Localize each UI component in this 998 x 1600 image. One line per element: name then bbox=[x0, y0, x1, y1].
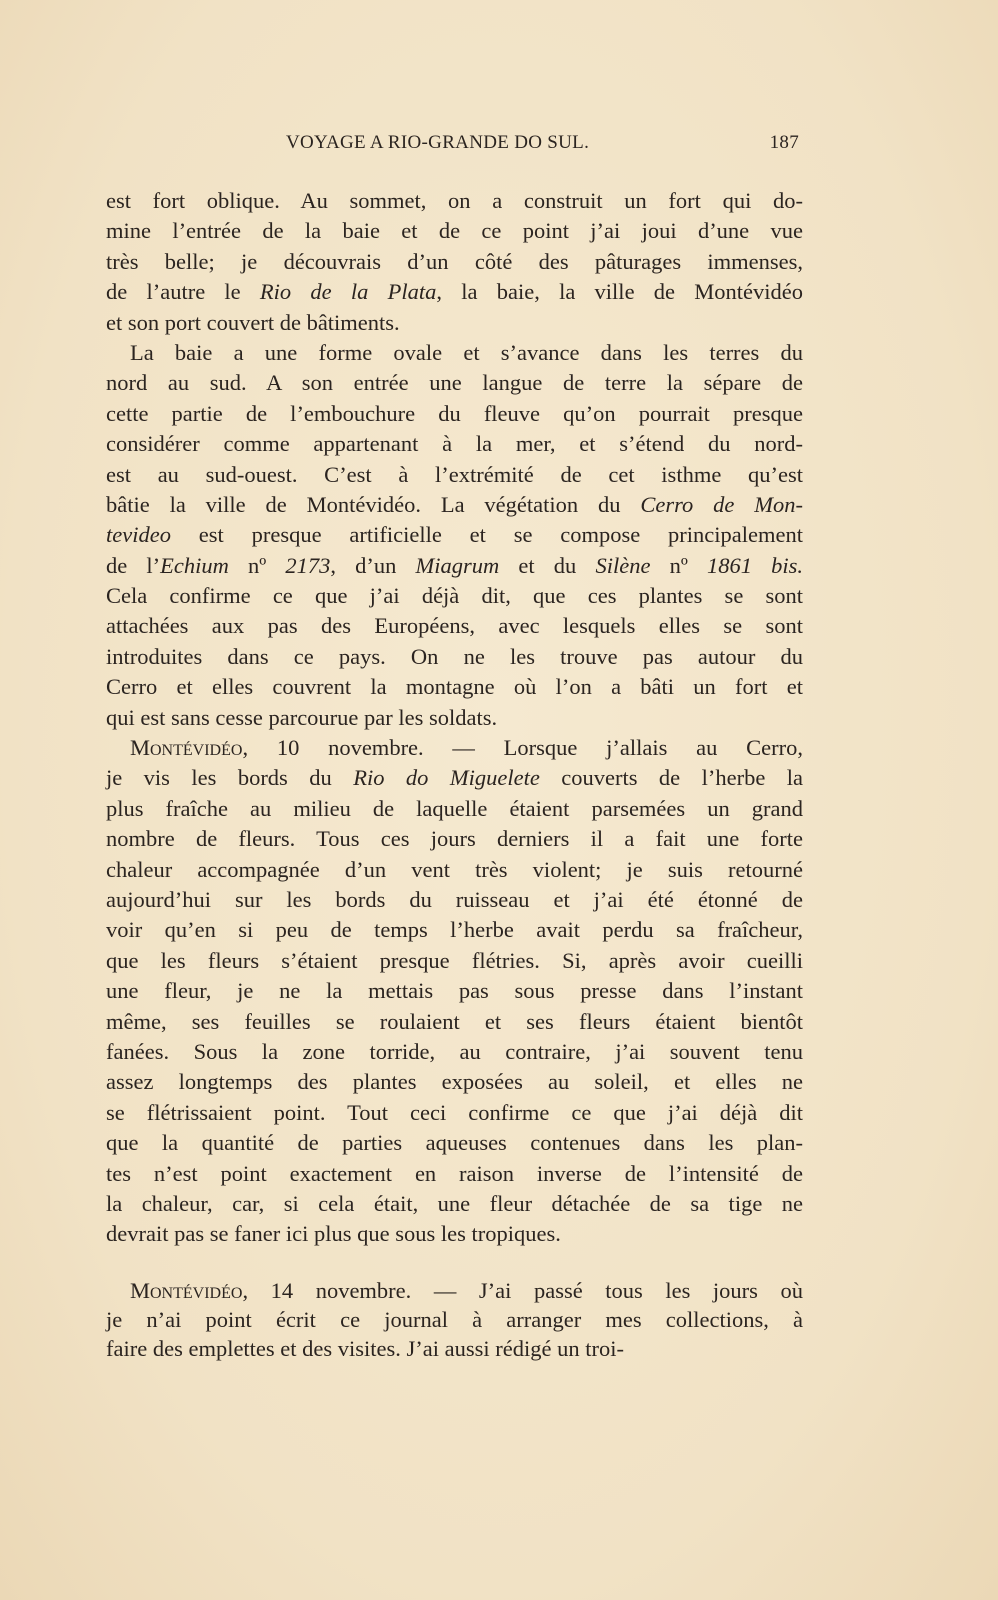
text-segment: attachées aux pas des Européens, avec lesquels elles se sont bbox=[106, 613, 803, 639]
text-line bbox=[106, 1037, 803, 1067]
text-segment: que les fleurs s’étaient presque flétries. Si, après avoir cueilli bbox=[106, 947, 803, 973]
text-segment: que la quantité de parties aqueuses contenues dans les plan- bbox=[106, 1130, 803, 1156]
text-segment: introduites dans ce pays. On ne les trouve pas autour du bbox=[106, 643, 803, 669]
text-segment: considérer comme appartenant à la mer, et s’étend du nord- bbox=[106, 431, 803, 457]
text-line bbox=[106, 551, 803, 581]
text-line bbox=[106, 915, 803, 945]
text-line bbox=[106, 1007, 803, 1037]
text-segment: nombre de fleurs. Tous ces jours derniers il a fait une forte bbox=[106, 826, 803, 852]
text-segment: cette partie de l’embouchure du fleuve qu’on pourrait presque bbox=[106, 400, 803, 426]
text-segment: de l’ bbox=[106, 552, 161, 578]
text-segment: qui est sans cesse parcourue par les soldats. bbox=[106, 704, 498, 730]
text-segment: est presque artificielle et se compose principalement bbox=[170, 522, 803, 548]
text-line bbox=[106, 794, 803, 824]
text-line bbox=[106, 1159, 803, 1189]
text-line bbox=[106, 763, 803, 793]
text-segment: même, ses feuilles se roulaient et ses fleurs étaient bientôt bbox=[106, 1008, 803, 1034]
italic-text: 1861 bis. bbox=[706, 552, 803, 578]
text-line bbox=[106, 399, 803, 429]
text-segment: Cela confirme ce que j’ai déjà dit, que ces plantes se sont bbox=[106, 583, 803, 609]
text-segment: très belle; je découvrais d’un côté des pâturages immenses, bbox=[106, 248, 803, 274]
text-segment: et son port couvert de bâtiments. bbox=[106, 309, 400, 335]
text-segment: mine l’entrée de la baie et de ce point j’ai joui d’une vue bbox=[106, 218, 803, 244]
italic-text: Rio do Miguelete bbox=[353, 765, 540, 791]
italic-text: Miagrum bbox=[415, 552, 500, 578]
body-text bbox=[106, 186, 803, 1363]
page-number: 187 bbox=[769, 132, 799, 153]
text-segment: nº bbox=[228, 552, 286, 578]
text-line bbox=[106, 703, 803, 733]
paragraph bbox=[106, 338, 803, 733]
text-segment: faire des emplettes et des visites. J’ai aussi rédigé un troi- bbox=[106, 1335, 624, 1361]
text-line bbox=[106, 460, 803, 490]
text-line bbox=[106, 308, 803, 338]
text-segment: est fort oblique. Au sommet, on a construit un fort qui do- bbox=[106, 188, 803, 213]
text-segment: fanées. Sous la zone torride, au contraire, j’ai souvent tenu bbox=[106, 1038, 803, 1064]
text-segment: voir qu’en si peu de temps l’herbe avait perdu sa fraîcheur, bbox=[106, 917, 803, 943]
italic-text: Cerro de Mon- bbox=[640, 491, 803, 517]
text-line bbox=[106, 824, 803, 854]
text-line bbox=[106, 1276, 803, 1305]
text-segment: tes n’est point exactement en raison inverse de l’intensité de bbox=[106, 1160, 803, 1186]
text-segment: bâtie la ville de Montévidéo. La végétation du bbox=[106, 491, 641, 517]
text-segment: chaleur accompagnée d’un vent très violent; je suis retourné bbox=[106, 856, 803, 882]
italic-text: Silène bbox=[595, 552, 651, 578]
text-segment: , la baie, la ville de Montévidéo bbox=[436, 279, 804, 305]
text-line bbox=[106, 1334, 803, 1363]
text-line bbox=[106, 1128, 803, 1158]
text-segment: assez longtemps des plantes exposées au soleil, et elles ne bbox=[106, 1069, 803, 1095]
text-line bbox=[106, 581, 803, 611]
text-segment: La baie a une forme ovale et s’avance dans les terres du bbox=[130, 339, 803, 365]
text-line bbox=[106, 885, 803, 915]
text-segment: plus fraîche au milieu de laquelle étaient parsemées un grand bbox=[106, 795, 803, 821]
text-line bbox=[106, 1189, 803, 1219]
text-line bbox=[106, 946, 803, 976]
text-line bbox=[106, 1305, 803, 1334]
text-line bbox=[106, 1067, 803, 1097]
running-title: VOYAGE A RIO-GRANDE DO SUL. bbox=[286, 132, 590, 153]
text-segment: , d’un bbox=[330, 552, 416, 578]
text-segment: est au sud-ouest. C’est à l’extrémité de cet isthme qu’est bbox=[106, 461, 803, 487]
text-line bbox=[106, 429, 803, 459]
text-segment: nord au sud. A son entrée une langue de terre la sépare de bbox=[106, 370, 803, 396]
text-segment: Cerro et elles couvrent la montagne où l’on a bâti un fort et bbox=[106, 674, 803, 700]
text-segment: de l’autre le bbox=[106, 279, 260, 305]
text-line bbox=[106, 672, 803, 702]
text-line bbox=[106, 368, 803, 398]
text-segment: et du bbox=[499, 552, 596, 578]
text-line bbox=[106, 277, 803, 307]
text-line bbox=[106, 520, 803, 550]
text-segment: une fleur, je ne la mettais pas sous presse dans l’instant bbox=[106, 978, 803, 1004]
text-segment: nº bbox=[650, 552, 707, 578]
text-segment: , 14 novembre. — J’ai passé tous les jours où bbox=[242, 1277, 803, 1303]
italic-text: tevideo bbox=[106, 522, 171, 548]
italic-text: 2173 bbox=[285, 552, 331, 578]
text-line bbox=[106, 976, 803, 1006]
text-segment: la chaleur, car, si cela était, une fleur détachée de sa tige ne bbox=[106, 1190, 803, 1216]
text-line bbox=[106, 642, 803, 672]
small-caps-text: Montévidéo bbox=[130, 735, 243, 761]
text-segment: je n’ai point écrit ce journal à arranger mes collections, à bbox=[106, 1306, 803, 1332]
text-segment: devrait pas se faner ici plus que sous les tropiques. bbox=[106, 1221, 561, 1247]
text-segment: , 10 novembre. — Lorsque j’allais au Cerro, bbox=[242, 735, 803, 761]
text-line bbox=[106, 1098, 803, 1128]
text-line bbox=[106, 611, 803, 641]
italic-text: Rio de la Plata bbox=[259, 279, 437, 305]
text-line bbox=[106, 338, 803, 368]
text-line bbox=[106, 490, 803, 520]
paragraph bbox=[106, 1276, 803, 1363]
paragraph bbox=[106, 186, 803, 338]
text-line bbox=[106, 216, 803, 246]
text-segment: je vis les bords du bbox=[106, 765, 354, 791]
text-segment: aujourd’hui sur les bords du ruisseau et j’ai été étonné de bbox=[106, 886, 803, 912]
text-segment: couverts de l’herbe la bbox=[539, 765, 803, 791]
small-caps-text: Montévidéo bbox=[130, 1277, 243, 1303]
page-header bbox=[106, 132, 803, 158]
paragraph bbox=[106, 733, 803, 1250]
text-line bbox=[106, 1219, 803, 1249]
text-line bbox=[106, 733, 803, 763]
text-line bbox=[106, 186, 803, 216]
text-segment: se flétrissaient point. Tout ceci confirme ce que j’ai déjà dit bbox=[106, 1099, 803, 1125]
italic-text: Echium bbox=[160, 552, 229, 578]
text-line bbox=[106, 855, 803, 885]
text-line bbox=[106, 247, 803, 277]
